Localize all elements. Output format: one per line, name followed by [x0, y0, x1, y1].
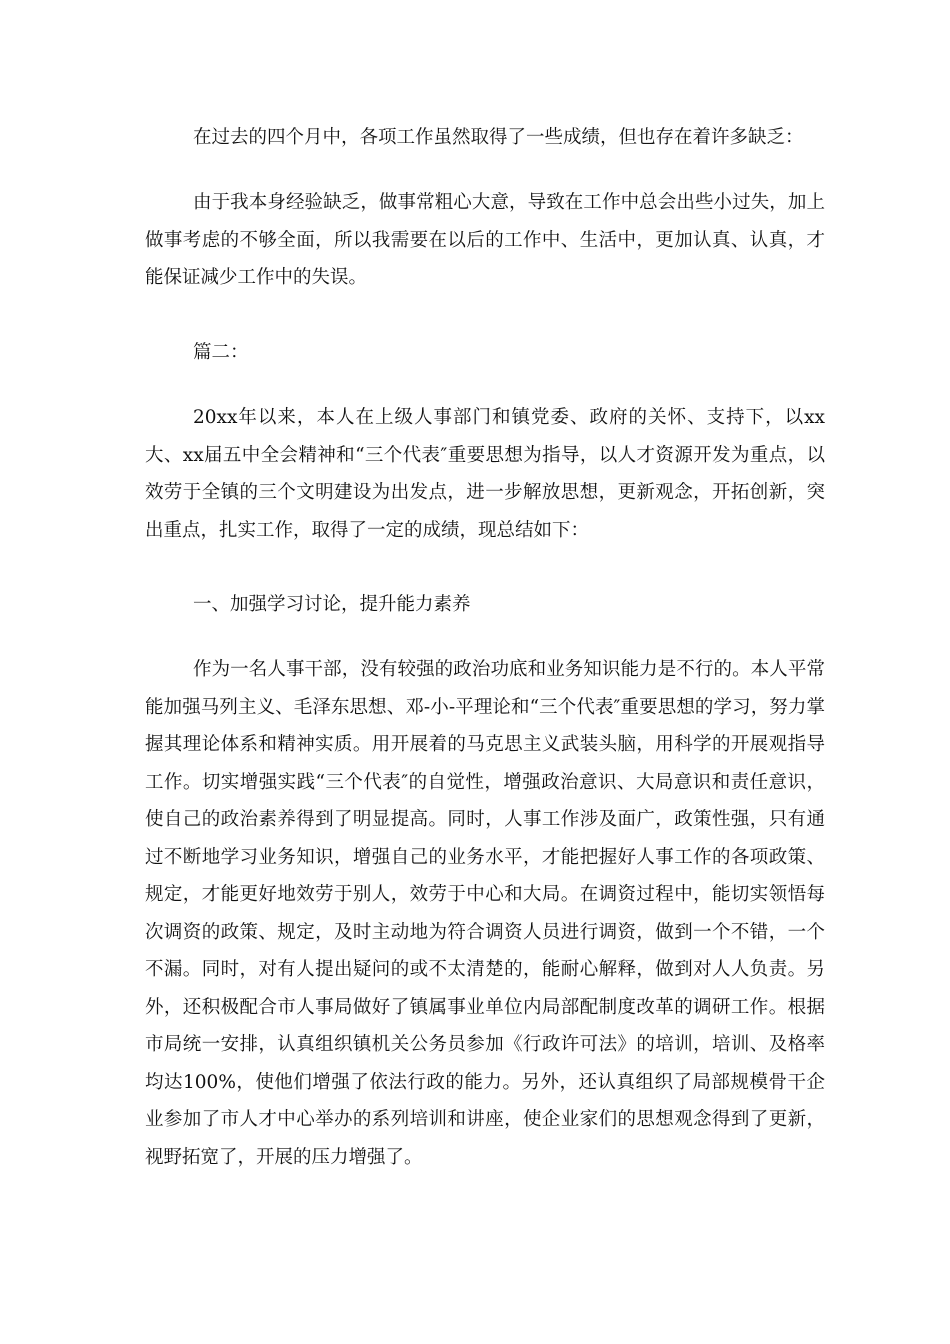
paragraph-study-details: 作为一名人事干部，没有较强的政治功底和业务知识能力是不行的。本人平常能加强马列主义、毛泽东思想、邓-小-平理论和“三个代表″重要思想的学习，努力掌握其理论体系和精神实质。用开展着的马克思主义武装头脑，用科学的开展观指导工作。切实增强实践“三个代表″的自觉性，增强政治意识、大局意识和责任意识，使自己的政治素养得到了明显提高。同时，人事工作涉及面广，政策性强，只有通过不断地学习业务知识，增强自己的业务水平，才能把握好人事工作的各项政策、规定，才能更好地效劳于别人，效劳于中心和大局。在调资过程中，能切实领悟每次调资的政策、规定，及时主动地为符合调资人员进行调资，做到一个不错，一个不漏。同时，对有人提出疑问的或不太清楚的，能耐心解释，做到对人人负责。另外，还积极配合市人事局做好了镇属事业单位内局部配制度改革的调研工作。根据市局统一安排，认真组织镇机关公务员参加《行政许可法》的培训，培训、及格率均达100%，使他们增强了依法行政的能力。另外，还认真组织了局部规模骨干企业参加了市人才中心举办的系列培训和讲座，使企业家们的思想观念得到了更新，视野拓宽了，开展的压力增强了。: [145, 659, 825, 1168]
section-heading-study: 一、加强学习讨论，提升能力素养: [193, 594, 471, 615]
paragraph-experience: 由于我本身经验缺乏，做事常粗心大意，导致在工作中总会出些小过失，加上做事考虑的不够全面，所以我需要在以后的工作中、生活中，更加认真、认真，才能保证减少工作中的失误。: [145, 192, 825, 288]
section-heading-part-two: 篇二：: [193, 342, 249, 363]
paragraph-intro-shortcomings: 在过去的四个月中，各项工作虽然取得了一些成绩，但也存在着许多缺乏：: [193, 127, 804, 148]
paragraph-summary-intro: 20xx年以来，本人在上级人事部门和镇党委、政府的关怀、支持下，以xx大、xx届五中全会精神和“三个代表″重要思想为指导，以人才资源开发为重点，以效劳于全镇的三个文明建设为出发点，进一步解放思想，更新观念，开拓创新，突出重点，扎实工作，取得了一定的成绩，现总结如下：: [145, 407, 825, 541]
